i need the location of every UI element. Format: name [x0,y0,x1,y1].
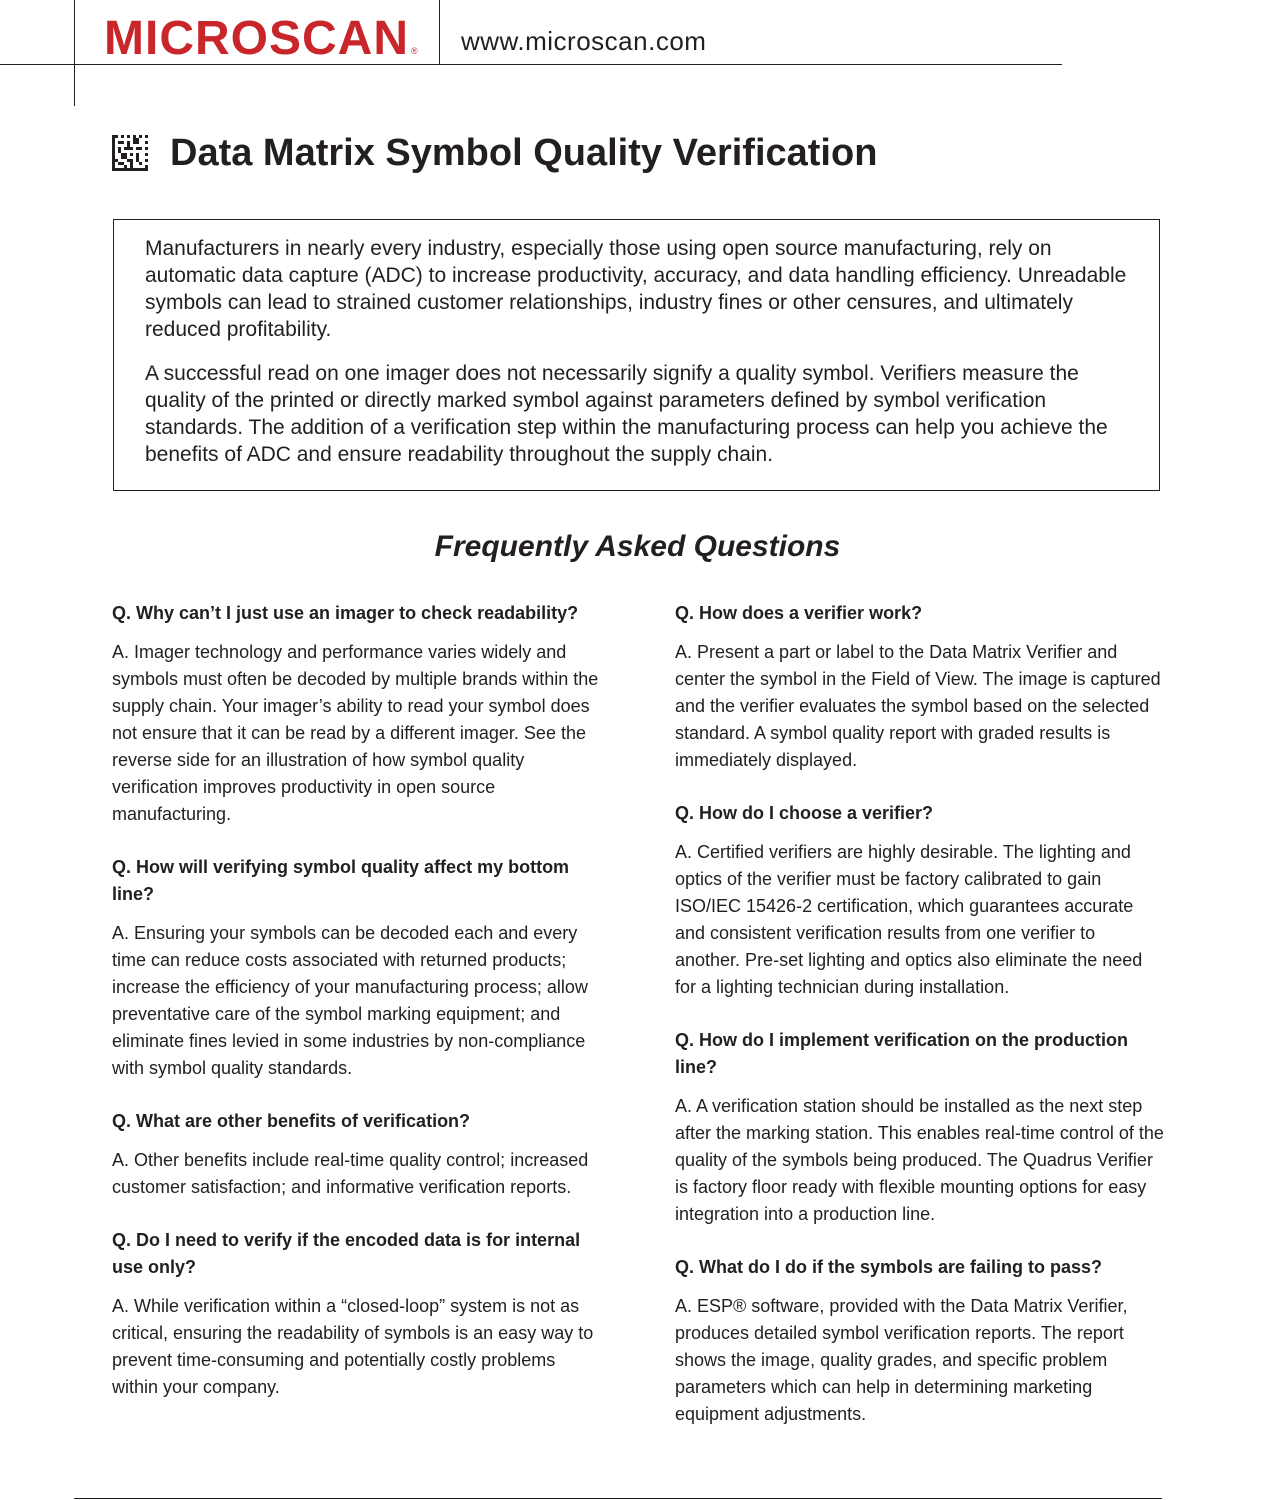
faq-answer: A. Ensuring your symbols can be decoded each and every time can reduce costs associated with returned products; increase the efficiency of your manufacturing process; allow preventative care of the symbol marking equipment; and eliminate fines levied in some industries by non-compliance with symbol quality standards. [112,923,588,1078]
faq-answer: A. ESP® software, provided with the Data Matrix Verifier, produces detailed symbol verification reports. The report shows the image, quality grades, and specific problem parameters which can help in determining marketing equipment adjustments. [675,1296,1128,1424]
faq-question: Q. How do I choose a verifier? [675,803,934,823]
intro-box [113,219,1160,491]
faq-question: Q. How will verifying symbol quality affect my bottom line? [112,857,570,904]
data-matrix-icon [112,135,148,171]
faq-item [112,854,602,1082]
microscan-logo [104,12,419,78]
website-url: www.microscan.com [461,26,707,56]
intro-paragraph: A successful read on one imager does not necessarily signify a quality symbol. Verifiers measure the quality of the printed or directly marked symbol against parameters defined by symbol verification standards. The addition of a verification step within the manufacturing process can help you achieve the benefits of ADC and ensure readability throughout the supply chain. [145,362,1108,466]
faq-item [675,600,1165,774]
faq-answer: A. A verification station should be installed as the next step after the marking station. This enables real-time control of the quality of the symbols being produced. The Quadrus Verifier is factory floor ready with flexible mounting options for easy integration into a production line. [675,1096,1164,1224]
faq-answer: A. Imager technology and performance varies widely and symbols must often be decoded by multiple brands within the supply chain. Your imager’s ability to read your symbol does not ensure that it can be read by a different imager. See the reverse side for an illustration of how symbol quality verification improves productivity in open source manufacturing. [112,642,599,824]
faq-item [112,1108,602,1201]
faq-item [675,800,1165,1001]
faq-answer: A. While verification within a “closed-loop” system is not as critical, ensuring the readability of symbols is an easy way to prevent time-consuming and potentially costly problems within your company. [112,1296,594,1397]
faq-question: Q. Why can’t I just use an imager to check readability? [112,603,579,623]
logo-text: MICROSCAN [104,12,409,65]
faq-answer: A. Certified verifiers are highly desirable. The lighting and optics of the verifier must be factory calibrated to gain ISO/IEC 15426-2 certification, which guarantees accurate and consistent verification results from one verifier to another. Pre-set lighting and optics also eliminate the need for a lighting technician during installation. [675,842,1143,997]
faq-item [112,1227,602,1401]
faq-item [112,600,602,828]
faq-answer: A. Other benefits include real-time quality control; increased customer satisfaction; and informative verification reports. [112,1150,589,1197]
faq-question: Q. How does a verifier work? [675,603,923,623]
faq-heading: Frequently Asked Questions [434,530,841,563]
faq-question: Q. What do I do if the symbols are failing to pass? [675,1257,1103,1277]
faq-question: Q. What are other benefits of verification? [112,1111,471,1131]
page-title: Data Matrix Symbol Quality Verification [170,131,878,174]
header-divider [439,0,440,64]
registered-mark: ® [411,46,419,56]
faq-item [675,1254,1165,1428]
intro-paragraph: Manufacturers in nearly every industry, especially those using open source manufacturing, rely on automatic data capture (ADC) to increase productivity, accuracy, and data handling efficiency. Unreadable symbols can lead to strained customer relationships, industry fines or other censures, and ultimately reduced profitability. [145,237,1127,341]
faq-right-column [675,600,1165,1454]
faq-left-column [112,600,602,1427]
faq-item [675,1027,1165,1228]
title-row [112,130,877,176]
faq-answer: A. Present a part or label to the Data Matrix Verifier and center the symbol in the Field of View. The image is captured and the verifier evaluates the symbol based on the selected standard. A symbol quality report with graded results is immediately displayed. [675,642,1161,770]
left-margin-rule [74,0,75,106]
faq-question: Q. Do I need to verify if the encoded data is for internal use only? [112,1230,581,1277]
faq-question: Q. How do I implement verification on the production line? [675,1030,1129,1077]
footer-rule [74,1498,1162,1499]
